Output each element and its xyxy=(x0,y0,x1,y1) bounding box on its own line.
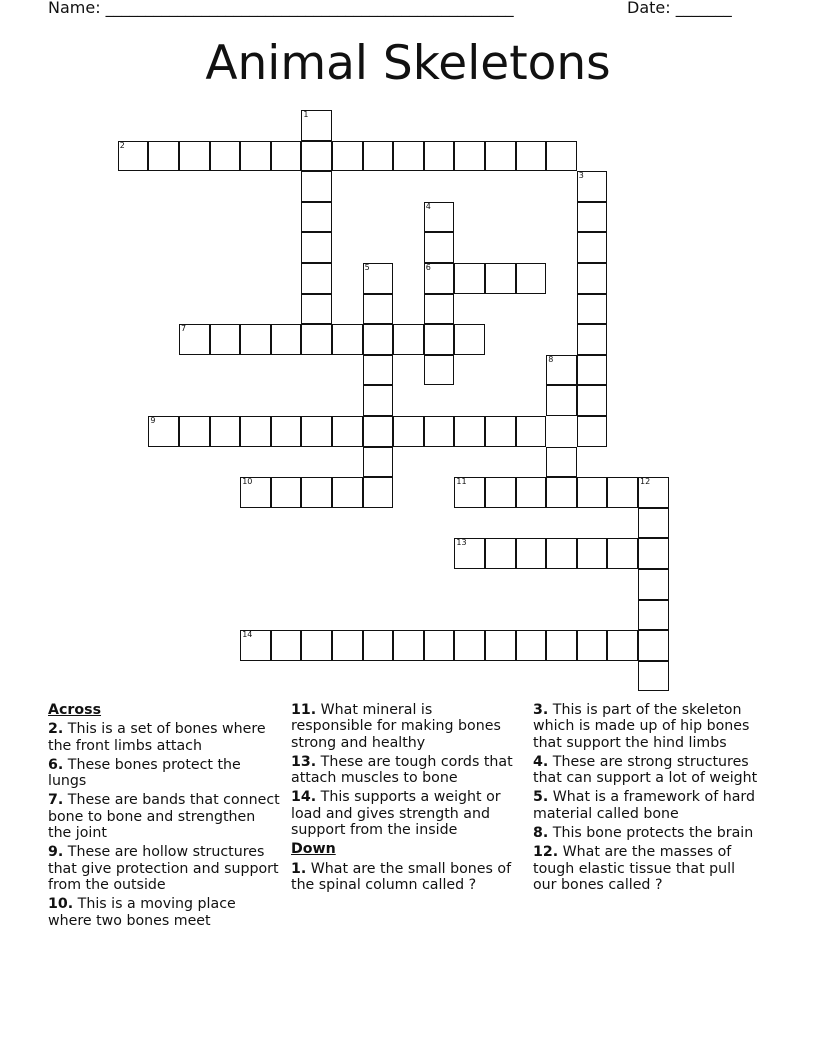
grid-cell[interactable] xyxy=(363,141,394,172)
grid-cell[interactable] xyxy=(179,141,210,172)
grid-cell[interactable] xyxy=(424,416,455,447)
clue-down-12 xyxy=(533,844,763,893)
clue-across-9 xyxy=(48,844,280,893)
clue-text: This supports a weight or load and gives strength and support from the inside xyxy=(291,789,501,839)
clue-text: These are tough cords that attach muscles to bone xyxy=(291,753,513,787)
grid-cell[interactable] xyxy=(638,508,669,539)
clue-number-label: 1 xyxy=(303,110,309,119)
grid-cell[interactable] xyxy=(485,477,516,508)
grid-cell[interactable] xyxy=(577,385,608,416)
page-title: Animal Skeletons xyxy=(205,36,611,91)
grid-cell[interactable] xyxy=(577,202,608,233)
grid-cell[interactable] xyxy=(577,232,608,263)
clue-number: 5. xyxy=(533,789,549,806)
clue-across-10 xyxy=(48,896,280,929)
grid-cell[interactable] xyxy=(607,630,638,661)
clue-number: 14. xyxy=(291,789,317,806)
grid-cell[interactable] xyxy=(516,538,547,569)
clue-text: What mineral is responsible for making bones strong and healthy xyxy=(291,702,501,751)
grid-cell[interactable] xyxy=(577,324,608,355)
grid-cell[interactable] xyxy=(516,416,547,447)
clue-across-13 xyxy=(291,754,515,787)
grid-cell[interactable] xyxy=(301,630,332,661)
clue-down-4 xyxy=(533,754,763,787)
grid-cell[interactable] xyxy=(638,600,669,631)
grid-cell[interactable] xyxy=(485,630,516,661)
clue-number: 10. xyxy=(48,896,74,913)
grid-cell[interactable] xyxy=(118,141,149,172)
grid-cell[interactable] xyxy=(148,141,179,172)
grid-cell[interactable] xyxy=(301,294,332,325)
grid-cell[interactable] xyxy=(271,416,302,447)
clue-number: 13. xyxy=(291,753,317,770)
grid-cell[interactable] xyxy=(332,477,363,508)
clue-number-label: 9 xyxy=(150,416,156,425)
grid-cell[interactable] xyxy=(516,630,547,661)
grid-cell[interactable] xyxy=(607,538,638,569)
grid-cell[interactable] xyxy=(301,202,332,233)
clue-across-11 xyxy=(291,702,515,751)
clue-text: These are strong structures that can support a lot of weight xyxy=(533,753,758,787)
grid-cell[interactable] xyxy=(363,385,394,416)
grid-cell[interactable] xyxy=(424,324,455,355)
clue-across-7 xyxy=(48,792,280,841)
grid-cell[interactable] xyxy=(577,263,608,294)
grid-cell[interactable] xyxy=(638,538,669,569)
grid-cell[interactable] xyxy=(454,324,485,355)
clue-text: What are the small bones of the spinal column called ? xyxy=(291,860,512,893)
clue-down-1 xyxy=(291,861,515,894)
clue-number: 11. xyxy=(291,702,317,718)
grid-cell[interactable] xyxy=(301,477,332,508)
grid-cell[interactable] xyxy=(577,416,608,447)
clue-text: This bone protects the brain xyxy=(552,825,754,842)
clue-number-label: 12 xyxy=(640,477,651,487)
grid-cell[interactable] xyxy=(546,385,577,416)
clue-across-2 xyxy=(48,721,280,754)
grid-cell[interactable] xyxy=(577,355,608,386)
clue-text: This is part of the skeleton which is made up of hip bones that support the hind limbs xyxy=(533,702,750,751)
grid-cell[interactable] xyxy=(363,477,394,508)
grid-cell[interactable] xyxy=(638,630,669,661)
grid-cell[interactable] xyxy=(393,141,424,172)
grid-cell[interactable] xyxy=(516,477,547,508)
grid-cell[interactable] xyxy=(546,355,577,386)
grid-cell[interactable] xyxy=(363,355,394,386)
clue-across-14 xyxy=(291,789,515,838)
grid-cell[interactable] xyxy=(424,355,455,386)
grid-cell[interactable] xyxy=(516,141,547,172)
grid-cell[interactable] xyxy=(638,569,669,600)
grid-cell[interactable] xyxy=(546,538,577,569)
grid-cell[interactable] xyxy=(301,171,332,202)
grid-cell[interactable] xyxy=(210,416,241,447)
clue-number: 9. xyxy=(48,844,64,861)
grid-cell[interactable] xyxy=(393,324,424,355)
grid-cell[interactable] xyxy=(516,263,547,294)
grid-cell[interactable] xyxy=(240,141,271,172)
grid-cell[interactable] xyxy=(454,477,485,508)
grid-cell[interactable] xyxy=(393,630,424,661)
grid-cell[interactable] xyxy=(363,416,394,447)
grid-cell[interactable] xyxy=(271,324,302,355)
clue-number-label: 8 xyxy=(548,354,554,364)
clue-number-label: 10 xyxy=(242,477,253,487)
grid-cell[interactable] xyxy=(424,232,455,263)
clue-number-label: 7 xyxy=(181,324,187,334)
clue-text: These are hollow structures that give protection and support from the outside xyxy=(48,844,279,893)
clue-text: What are the masses of tough elastic tissue that pull our bones called ? xyxy=(533,844,736,893)
grid-cell[interactable] xyxy=(271,477,302,508)
grid-cell[interactable] xyxy=(454,141,485,172)
grid-cell[interactable] xyxy=(577,538,608,569)
grid-cell[interactable] xyxy=(332,141,363,172)
grid-cell[interactable] xyxy=(546,447,577,478)
grid-cell[interactable] xyxy=(607,477,638,508)
clue-number: 2. xyxy=(48,721,64,738)
grid-cell[interactable] xyxy=(301,110,332,141)
grid-cell[interactable] xyxy=(332,630,363,661)
clue-number: 1. xyxy=(291,860,307,877)
date-field[interactable]: Date: _______ xyxy=(627,0,732,17)
grid-cell[interactable] xyxy=(424,263,455,294)
grid-cell[interactable] xyxy=(546,477,577,508)
clue-number-label: 2 xyxy=(119,140,125,150)
grid-cell[interactable] xyxy=(485,538,516,569)
grid-cell[interactable] xyxy=(454,263,485,294)
clue-number-label: 14 xyxy=(242,630,253,640)
grid-cell[interactable] xyxy=(301,141,332,172)
grid-cell[interactable] xyxy=(240,416,271,447)
grid-cell[interactable] xyxy=(363,324,394,355)
grid-cell[interactable] xyxy=(301,324,332,355)
grid-cell[interactable] xyxy=(546,141,577,172)
grid-cell[interactable] xyxy=(363,447,394,478)
clue-number: 8. xyxy=(533,825,549,842)
clue-number-label: 6 xyxy=(425,263,431,272)
clue-down-8 xyxy=(533,825,763,841)
grid-cell[interactable] xyxy=(424,630,455,661)
grid-cell[interactable] xyxy=(271,630,302,661)
grid-cell[interactable] xyxy=(638,477,669,508)
grid-cell[interactable] xyxy=(424,294,455,325)
grid-cell[interactable] xyxy=(485,141,516,172)
clue-number: 7. xyxy=(48,792,64,809)
clue-number: 6. xyxy=(48,756,64,773)
grid-cell[interactable] xyxy=(240,630,271,661)
grid-cell[interactable] xyxy=(301,263,332,294)
grid-cell[interactable] xyxy=(210,141,241,172)
grid-cell[interactable] xyxy=(546,630,577,661)
clue-down-5 xyxy=(533,789,763,822)
clue-across-6 xyxy=(48,757,280,790)
clue-number-label: 5 xyxy=(364,263,370,272)
grid-cell[interactable] xyxy=(454,538,485,569)
grid-cell[interactable] xyxy=(577,630,608,661)
clue-text: These are bands that connect bone to bone and strengthen the joint xyxy=(48,792,280,842)
grid-cell[interactable] xyxy=(240,324,271,355)
grid-cell[interactable] xyxy=(424,202,455,233)
grid-cell[interactable] xyxy=(332,324,363,355)
clues-column-2 xyxy=(291,702,515,896)
grid-cell[interactable] xyxy=(240,477,271,508)
name-field[interactable]: Name: ___________________________________________________ xyxy=(48,0,514,17)
grid-cell[interactable] xyxy=(577,171,608,202)
grid-cell[interactable] xyxy=(454,416,485,447)
clue-number: 4. xyxy=(533,753,549,770)
grid-cell[interactable] xyxy=(179,324,210,355)
clue-number-label: 4 xyxy=(425,201,431,211)
down-heading: Down xyxy=(291,841,336,858)
clue-number-label: 3 xyxy=(578,171,584,181)
grid-cell[interactable] xyxy=(424,141,455,172)
grid-cell[interactable] xyxy=(179,416,210,447)
across-heading: Across xyxy=(48,702,102,718)
grid-cell[interactable] xyxy=(577,294,608,325)
grid-cell[interactable] xyxy=(485,263,516,294)
grid-cell[interactable] xyxy=(271,141,302,172)
clue-number: 12. xyxy=(533,844,559,861)
grid-cell[interactable] xyxy=(393,416,424,447)
grid-cell[interactable] xyxy=(363,263,394,294)
clue-number-label: 13 xyxy=(456,538,467,548)
grid-cell[interactable] xyxy=(454,630,485,661)
grid-cell[interactable] xyxy=(301,232,332,263)
grid-cell[interactable] xyxy=(332,416,363,447)
clue-text: What is a framework of hard material called bone xyxy=(533,789,755,822)
clues-column-1 xyxy=(48,702,280,932)
clue-text: This is a moving place where two bones meet xyxy=(48,896,236,929)
grid-cell[interactable] xyxy=(638,661,669,692)
clue-number-label: 11 xyxy=(456,477,467,487)
grid-cell[interactable] xyxy=(148,416,179,447)
grid-cell[interactable] xyxy=(577,477,608,508)
clue-text: This is a set of bones where the front limbs attach xyxy=(48,721,266,754)
clue-down-3 xyxy=(533,702,763,751)
grid-cell[interactable] xyxy=(363,630,394,661)
grid-cell[interactable] xyxy=(301,416,332,447)
clues-column-3 xyxy=(533,702,763,896)
clue-number: 3. xyxy=(533,702,549,718)
clue-text: These bones protect the lungs xyxy=(48,756,241,790)
grid-cell[interactable] xyxy=(363,294,394,325)
grid-cell[interactable] xyxy=(485,416,516,447)
grid-cell[interactable] xyxy=(210,324,241,355)
